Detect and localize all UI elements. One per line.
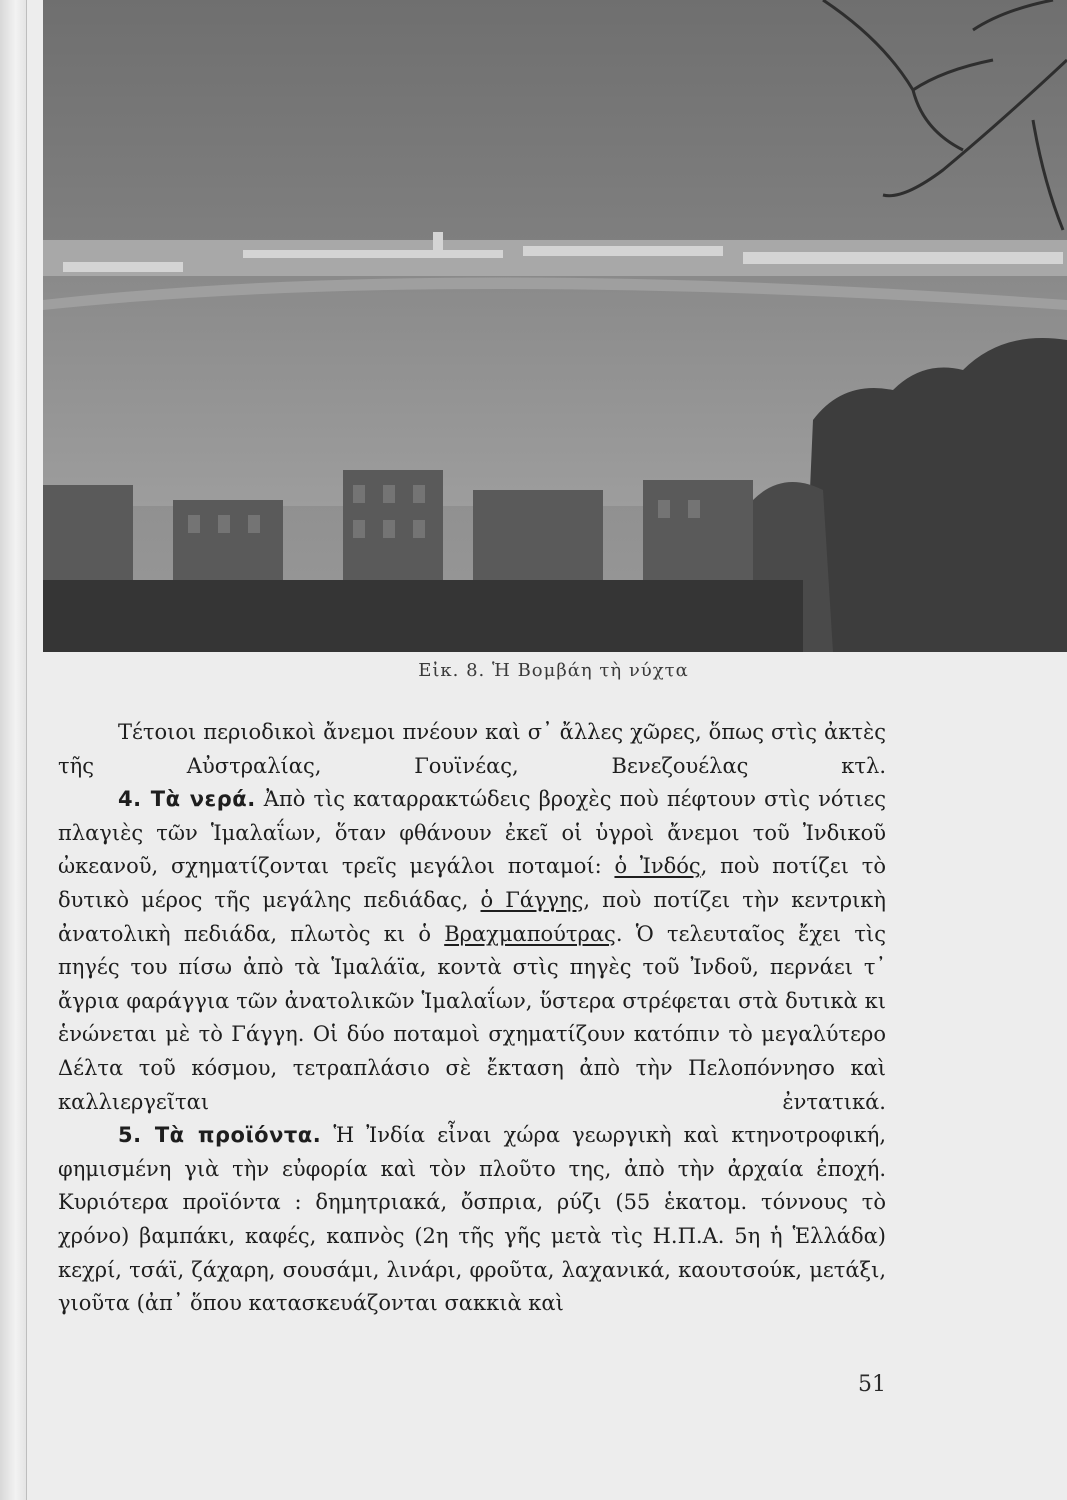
text-run: Ἡ Ἰνδία εἶναι χώρα γεωργικὴ καὶ κτηνοτροφική, φημισμένη γιὰ τὴν εὐφορία καὶ τὸν πλοῦτο της, ἀπὸ τὴν ἀρχαία ἐποχή. Κυριότερα προϊόντα : δημητριακά, ὄσπρια, ρύζι (55 ἑκατομ. τόννους τὸ χρόνο) βαμπάκι, καφές, καπνὸς (2η τῆς γῆς μετὰ τὶς Η.Π.Α. 5η ἡ Ἑλλάδα) κεχρί, τσάϊ, ζάχαρη, σουσάμι, λινάρι, φροῦτα, λαχανικά, καουτσούκ, μετάξι, γιοῦτα (ἀπ᾽ ὅπου κατασκευάζονται σακκιὰ καὶ <box>58 1123 886 1316</box>
paragraph-winds: Τέτοιοι περιοδικοὶ ἄνεμοι πνέουν καὶ σ᾽ ἄλλες χῶρες, ὅπως στὶς ἀκτὲς τῆς Αὐστραλίας, Γουϊνέας, Βενεζουέλας κτλ. <box>58 720 886 778</box>
section-heading-products: 5. Τὰ προϊόντα. <box>118 1123 322 1148</box>
text-run: ὁ <box>418 921 445 946</box>
section-products <box>58 1119 886 1321</box>
text-run: . Ὁ τελευταῖος ἔχει τὶς πηγές του πίσω ἀπὸ τὰ Ἱμαλάϊα, κοντὰ στὶς πηγὲς τοῦ Ἰνδοῦ, περνάει τ᾽ ἄγρια φαράγγια τῶν ἀνατολικῶν Ἱμαλαΐων, ὕστερα στρέφεται στὰ δυτικὰ κι ἑνώνεται μὲ τὸ Γάγγη. Οἱ δύο ποταμοὶ σχηματίζουν κατόπιν τὸ μεγαλύτερο Δέλτα τοῦ κόσμου, τετραπλάσιο σὲ ἔκταση ἀπὸ τὴν Πελοπόννησο καὶ καλλιεργεῖται ἐντατικά. <box>58 921 886 1114</box>
figure-caption: Εἰκ. 8. Ἡ Βομβάη τὴ νύχτα <box>418 660 689 681</box>
river-indus: ὁ Ἰνδός <box>614 854 701 879</box>
book-binding-edge <box>0 0 27 1500</box>
text-run: Ἀπὸ τὶς καταρρακτώδεις βροχὲς ποὺ πέφτουν στὶς νότιες πλαγιὲς τῶν Ἱμαλαΐων, ὅταν φθάνουν ἐκεῖ οἱ ὑγροὶ ἄνεμοι τοῦ Ἰνδικοῦ ὠκεανοῦ, σχηματίζονται τρεῖς μεγάλοι ποταμοί: <box>58 787 886 879</box>
page-number: 51 <box>858 1372 886 1397</box>
section-waters <box>58 783 886 1119</box>
bombay-night-photo <box>43 0 1067 652</box>
river-ganges: ὁ Γάγγης <box>480 887 584 912</box>
text-run: , ποὺ ποτίζει τὴν κεντρικὴ ἀνατολικὴ πεδιάδα, πλωτὸς κι <box>58 887 886 946</box>
river-brahmaputra: Βραχμαπούτρας <box>444 921 616 946</box>
text-run: , ποὺ ποτίζει τὸ δυτικὸ μέρος τῆς μεγάλης πεδιάδας, <box>58 854 887 912</box>
body-text <box>58 716 886 1321</box>
section-heading-waters: 4. Τὰ νερά. <box>118 787 256 812</box>
